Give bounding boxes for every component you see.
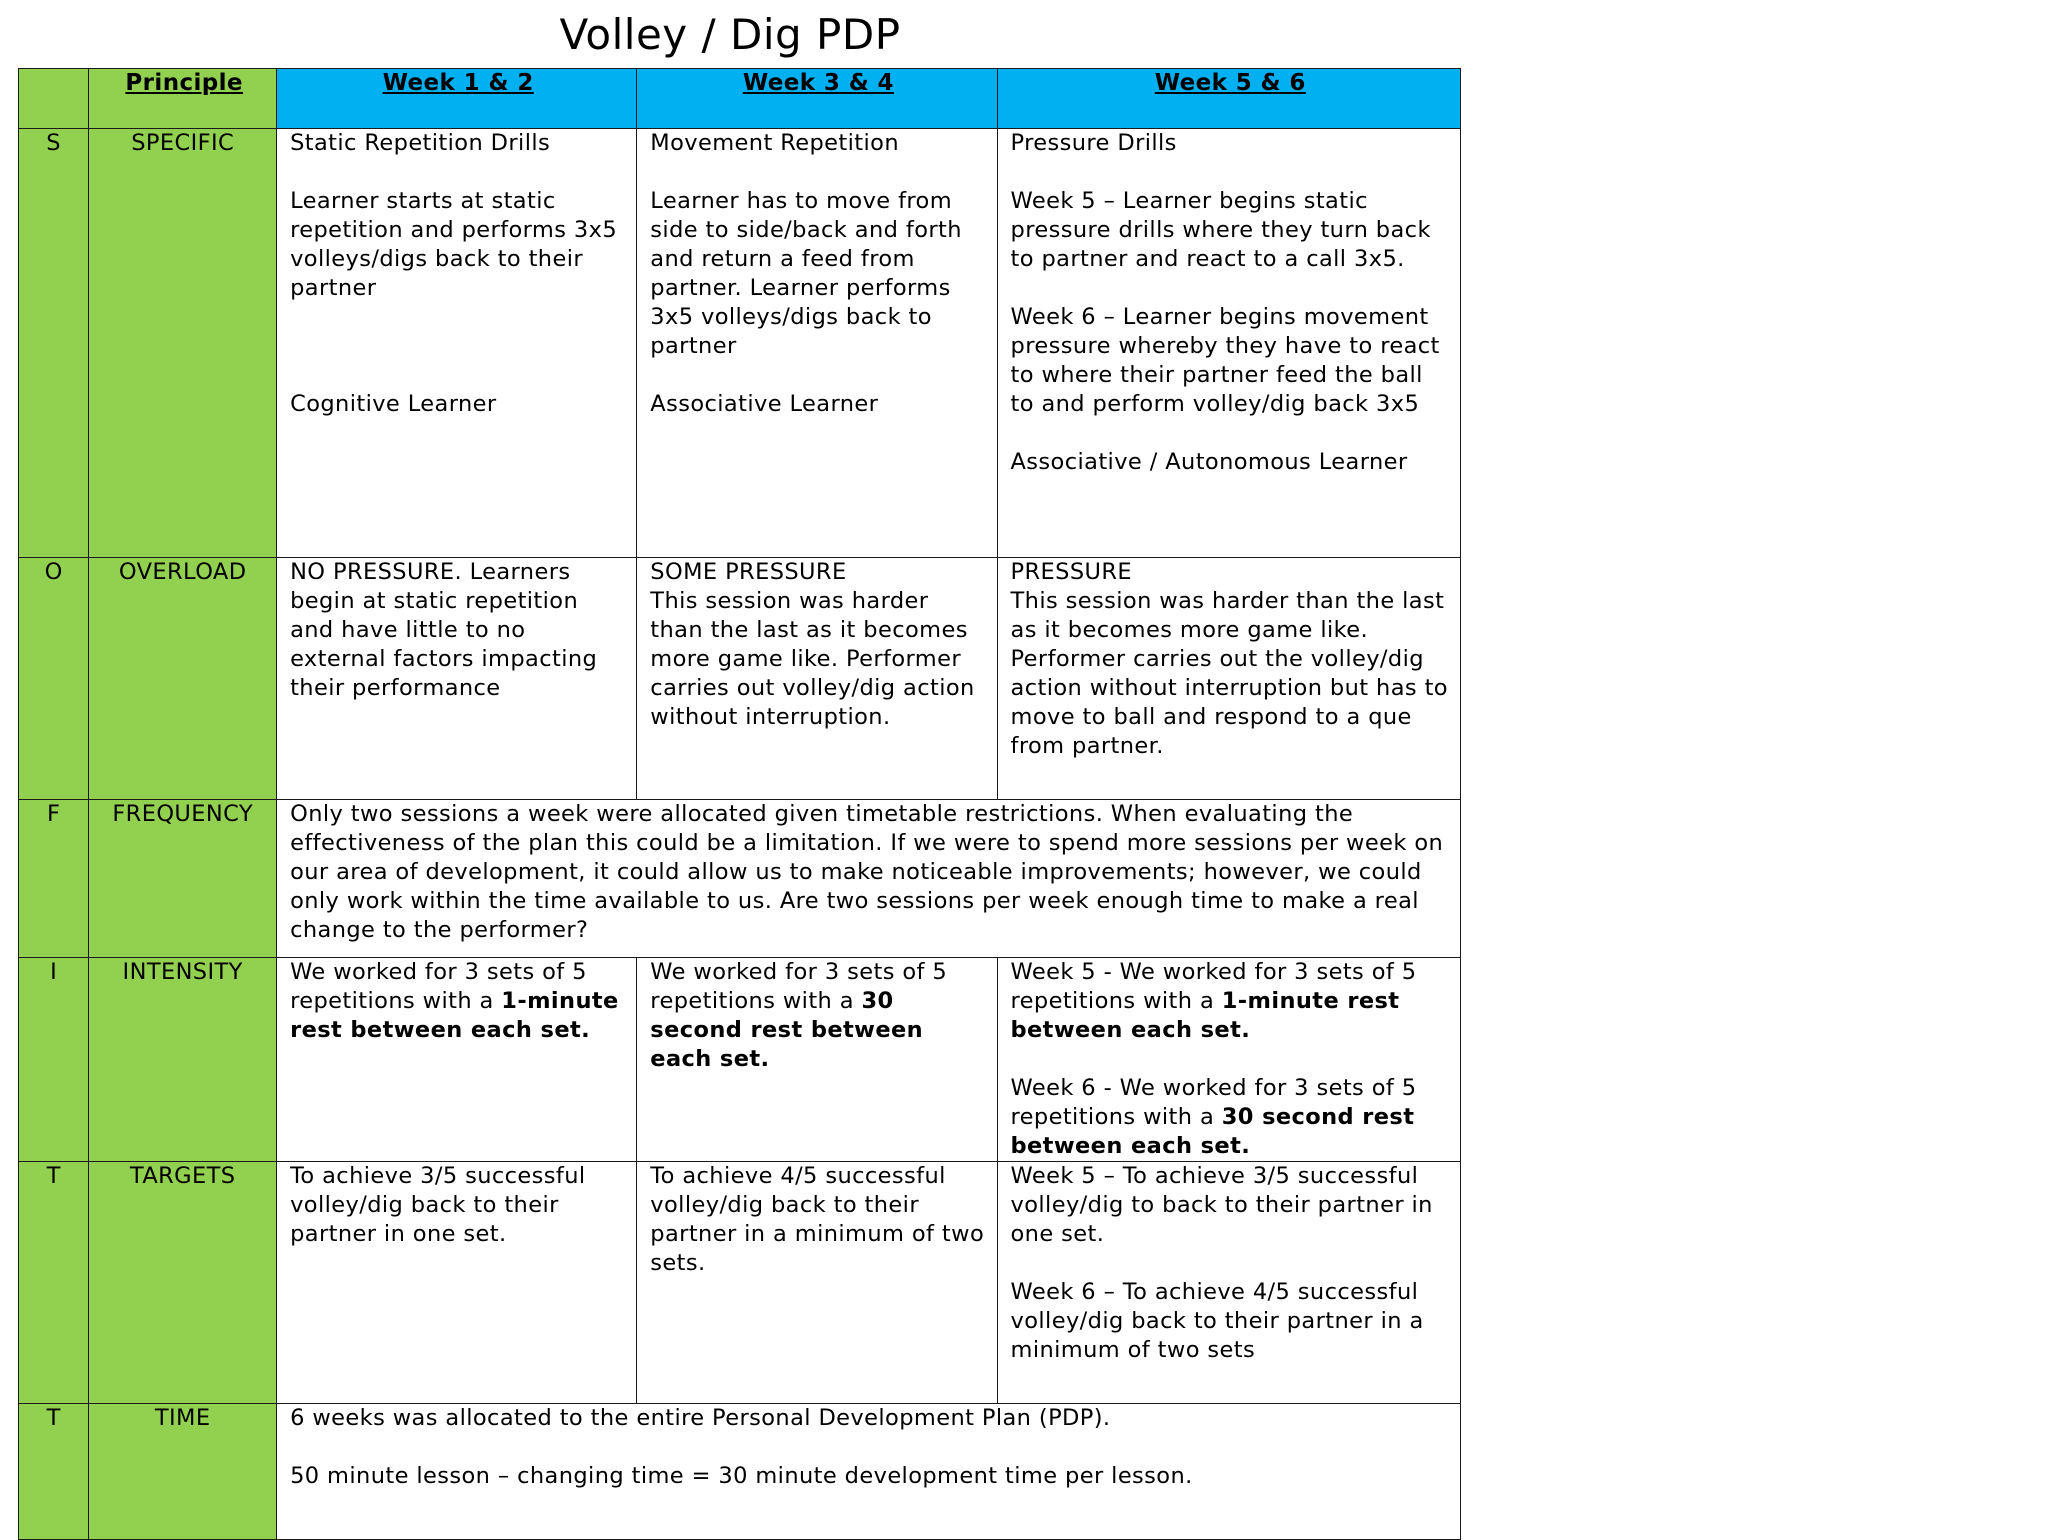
header-principle: Principle (89, 69, 277, 129)
row-targets (19, 1162, 1461, 1404)
letter-f: F (19, 800, 89, 958)
row-frequency (19, 800, 1461, 958)
intensity-w34-rest: 30 second rest between each set. (650, 988, 924, 1072)
specific-w12-title: Static Repetition Drills (290, 130, 551, 156)
row-time (19, 1404, 1461, 1540)
letter-i: I (19, 958, 89, 1162)
specific-week-5-6 (997, 129, 1460, 558)
header-week-3-4: Week 3 & 4 (637, 69, 997, 129)
intensity-w56-wk6-text: Week 6 - We worked for 3 sets of 5 repetitions with a (1010, 1075, 1417, 1130)
intensity-week-1-2 (277, 958, 637, 1162)
specific-w34-stage: Associative Learner (650, 391, 879, 417)
page-title: Volley / Dig PDP (559, 10, 901, 59)
specific-week-3-4 (637, 129, 997, 558)
specific-w56-title: Pressure Drills (1010, 130, 1177, 156)
intensity-w12-rest: 1-minute rest between each set. (290, 988, 619, 1043)
letter-s: S (19, 129, 89, 558)
overload-week-1-2: NO PRESSURE. Learners begin at static repetition and have little to no external factors impacting their performance (277, 558, 637, 800)
intensity-week-5-6 (997, 958, 1460, 1162)
intensity-w56-wk5-rest: 1-minute rest between each set. (1010, 988, 1400, 1043)
header-week-1-2: Week 1 & 2 (277, 69, 637, 129)
specific-w12-body: Learner starts at static repetition and performs 3x5 volleys/digs back to their partner (290, 188, 618, 301)
row-intensity (19, 958, 1461, 1162)
targets-week-1-2: To achieve 3/5 successful volley/dig back to their partner in one set. (277, 1162, 637, 1404)
specific-w34-body: Learner has to move from side to side/back and forth and return a feed from partner. Learner performs 3x5 volleys/digs back to partner (650, 188, 962, 359)
specific-w56-week5: Week 5 – Learner begins static pressure drills where they turn back to partner and react to a call 3x5. (1010, 188, 1431, 272)
row-overload (19, 558, 1461, 800)
intensity-w34-text: We worked for 3 sets of 5 repetitions with a (650, 959, 948, 1014)
targets-week-5-6 (997, 1162, 1460, 1404)
specific-w56-week6: Week 6 – Learner begins movement pressure whereby they have to react to where their partner feed the ball to and perform volley/dig back 3x5 (1010, 304, 1440, 417)
time-line-1: 6 weeks was allocated to the entire Personal Development Plan (PDP). (290, 1405, 1111, 1431)
specific-w34-title: Movement Repetition (650, 130, 899, 156)
overload-week-3-4: SOME PRESSURE This session was harder than the last as it becomes more game like. Performer carries out volley/dig action without interruption. (637, 558, 997, 800)
time-line-2: 50 minute lesson – changing time = 30 minute development time per lesson. (290, 1463, 1193, 1489)
intensity-w56-wk5-text: Week 5 - We worked for 3 sets of 5 repetitions with a (1010, 959, 1417, 1014)
time-text (277, 1404, 1461, 1540)
targets-w56-wk5: Week 5 – To achieve 3/5 successful volley/dig to back to their partner in one set. (1010, 1163, 1433, 1247)
letter-t-targets: T (19, 1162, 89, 1404)
intensity-week-3-4 (637, 958, 997, 1162)
specific-w12-stage: Cognitive Learner (290, 391, 497, 417)
header-row (19, 69, 1461, 129)
header-letter-cell (19, 69, 89, 129)
frequency-text: Only two sessions a week were allocated given timetable restrictions. When evaluating the effectiveness of the plan this could be a limitation. If we were to spend more sessions per week on our area of development, it could allow us to make noticeable improvements; however, we could only work within the time available to us. Are two sessions per week enough time to make a real change to the performer? (277, 800, 1461, 958)
pdp-table (18, 68, 1461, 1540)
letter-o: O (19, 558, 89, 800)
specific-week-1-2 (277, 129, 637, 558)
principle-specific: SPECIFIC (89, 129, 277, 558)
overload-week-5-6: PRESSURE This session was harder than the last as it becomes more game like. Performer carries out the volley/dig action without interruption but has to move to ball and respond to a que from partner. (997, 558, 1460, 800)
principle-targets: TARGETS (89, 1162, 277, 1404)
principle-time: TIME (89, 1404, 277, 1540)
intensity-w12-text: We worked for 3 sets of 5 repetitions with a (290, 959, 587, 1014)
targets-week-3-4: To achieve 4/5 successful volley/dig back to their partner in a minimum of two sets. (637, 1162, 997, 1404)
targets-w56-wk6: Week 6 – To achieve 4/5 successful volley/dig back to their partner in a minimum of two sets (1010, 1279, 1424, 1363)
principle-overload: OVERLOAD (89, 558, 277, 800)
header-week-5-6: Week 5 & 6 (997, 69, 1460, 129)
intensity-w56-wk6-rest: 30 second rest between each set. (1010, 1104, 1415, 1159)
row-specific (19, 129, 1461, 558)
letter-t-time: T (19, 1404, 89, 1540)
specific-w56-stage: Associative / Autonomous Learner (1010, 449, 1408, 475)
principle-frequency: FREQUENCY (89, 800, 277, 958)
principle-intensity: INTENSITY (89, 958, 277, 1162)
